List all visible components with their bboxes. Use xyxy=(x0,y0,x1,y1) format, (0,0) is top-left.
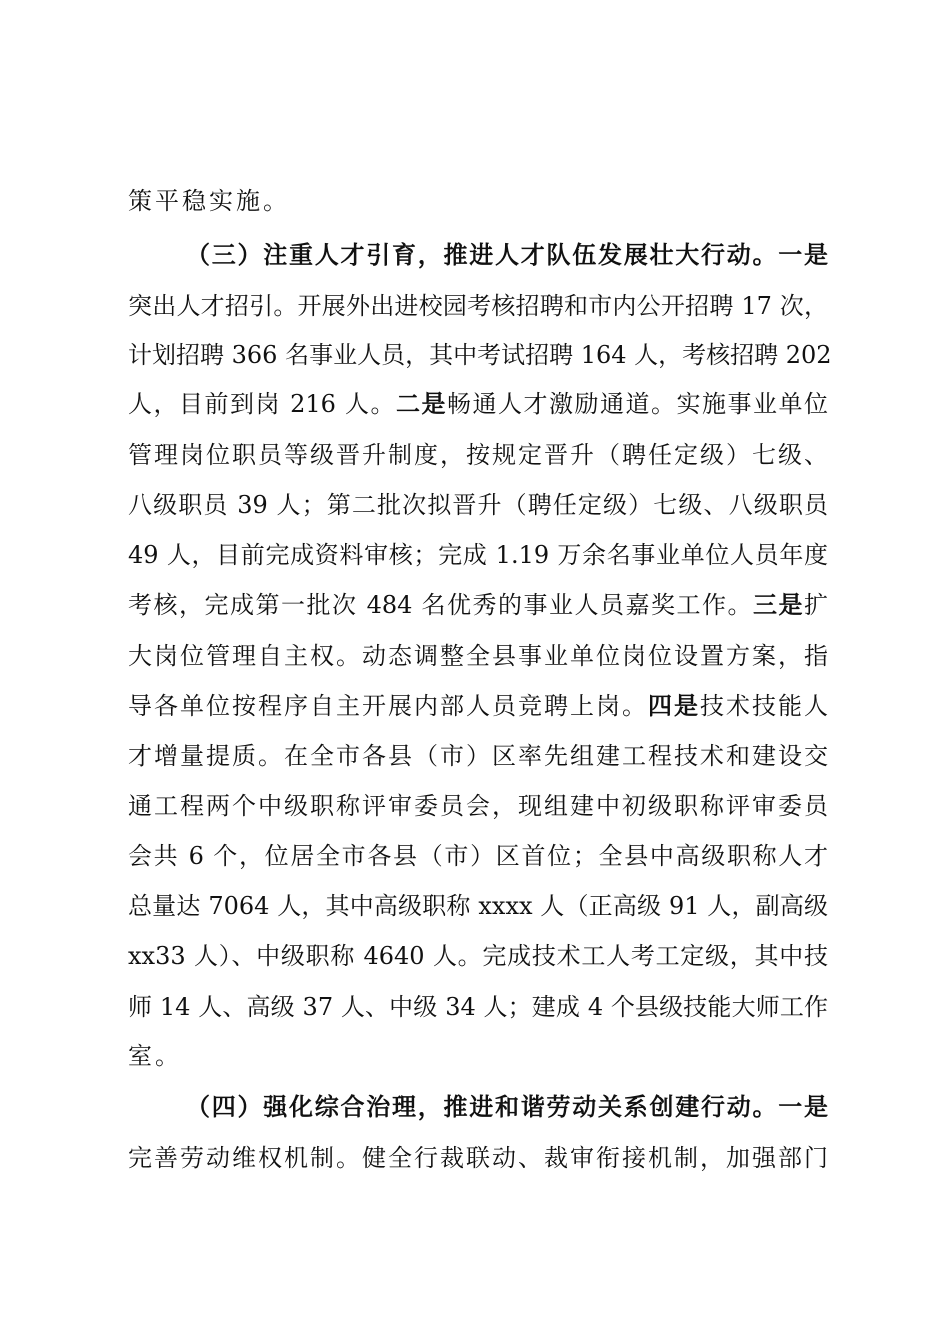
text-line xyxy=(128,176,828,226)
text-segment: 49 人，目前完成资料审核；完成 1.19 万余名事业单位人员年度 xyxy=(128,541,828,569)
text-segment: 大岗位管理自主权。动态调整全县事业单位岗位设置方案，指 xyxy=(128,642,828,670)
text-line xyxy=(128,1031,828,1081)
text-segment: 室。 xyxy=(128,1042,182,1070)
text-line xyxy=(128,982,828,1032)
bold-text-segment: （三）注重人才引育，推进人才队伍发展壮大行动。一是 xyxy=(186,240,828,269)
text-segment: 会共 6 个，位居全市各县（市）区首位；全县中高级职称人才 xyxy=(128,842,828,870)
text-segment: 人，目前到岗 216 人。 xyxy=(128,390,397,418)
text-line xyxy=(128,480,828,530)
text-line xyxy=(128,631,828,681)
text-line xyxy=(128,580,828,630)
text-line xyxy=(128,330,832,380)
text-segment: 策平稳实施。 xyxy=(128,187,290,215)
bold-text-segment: 三是 xyxy=(753,590,804,619)
bold-text-segment: 四是 xyxy=(648,691,700,720)
text-segment: 师 14 人、高级 37 人、中级 34 人；建成 4 个县级技能大师工作 xyxy=(128,993,828,1021)
text-segment: 考核，完成第一批次 484 名优秀的事业人员嘉奖工作。 xyxy=(128,591,753,619)
text-segment: xx33 人）、中级职称 4640 人。完成技术工人考工定级，其中技 xyxy=(128,942,828,970)
text-line xyxy=(128,731,828,781)
text-segment: 导各单位按程序自主开展内部人员竞聘上岗。 xyxy=(128,692,648,720)
text-line xyxy=(128,1133,828,1183)
text-line xyxy=(128,281,828,331)
text-line xyxy=(128,831,828,881)
text-line xyxy=(128,430,828,480)
text-line xyxy=(128,931,828,981)
text-segment: 通工程两个中级职称评审委员会，现组建中初级职称评审委员 xyxy=(128,792,828,820)
text-segment: 管理岗位职员等级晋升制度，按规定晋升（聘任定级）七级、 xyxy=(128,441,828,469)
text-segment: 八级职员 39 人；第二批次拟晋升（聘任定级）七级、八级职员 xyxy=(128,491,828,519)
text-segment: 才增量提质。在全市各县（市）区率先组建工程技术和建设交 xyxy=(128,742,828,770)
text-line xyxy=(128,530,828,580)
text-line xyxy=(186,1082,828,1132)
text-segment: 技术技能人 xyxy=(700,692,828,720)
text-segment: 计划招聘 366 名事业人员，其中考试招聘 164 人，考核招聘 202 xyxy=(128,341,832,369)
text-segment: 总量达 7064 人，其中高级职称 xxxx 人（正高级 91 人，副高级 xyxy=(128,892,828,920)
text-line xyxy=(128,881,828,931)
text-segment: 突出人才招引。开展外出进校园考核招聘和市内公开招聘 17 次， xyxy=(128,292,828,320)
text-segment: 畅通人才激励通道。实施事业单位 xyxy=(447,390,829,418)
text-segment: 完善劳动维权机制。健全行裁联动、裁审衔接机制，加强部门 xyxy=(128,1144,828,1172)
text-line xyxy=(128,379,828,429)
bold-text-segment: 二是 xyxy=(396,389,448,418)
text-line xyxy=(128,681,828,731)
text-line xyxy=(128,781,828,831)
text-segment: 扩 xyxy=(804,591,828,619)
text-line xyxy=(186,230,828,280)
bold-text-segment: （四）强化综合治理，推进和谐劳动关系创建行动。一是 xyxy=(186,1092,828,1121)
